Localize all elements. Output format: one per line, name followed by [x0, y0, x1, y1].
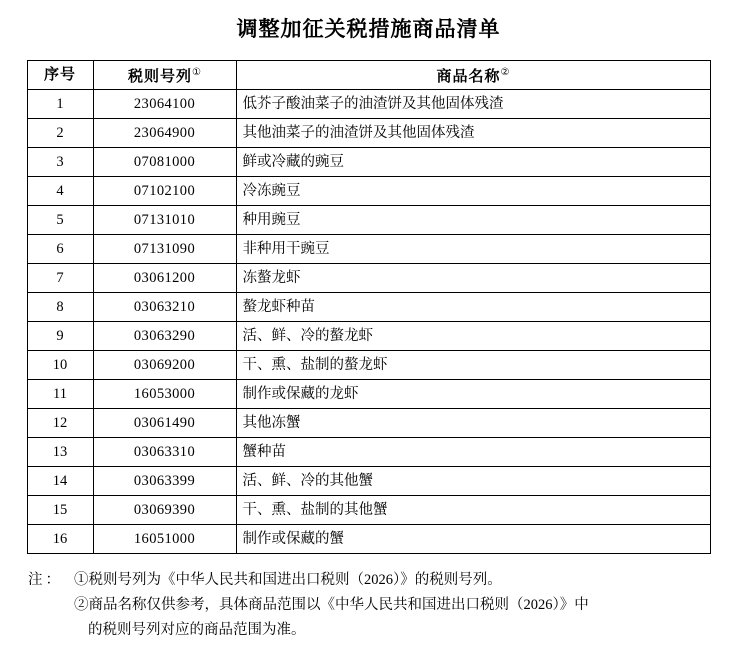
cell-seq: 8 — [27, 293, 93, 322]
document-page — [0, 14, 737, 671]
cell-name: 活、鲜、冷的螯龙虾 — [236, 322, 710, 351]
table-row — [27, 177, 710, 206]
table-row — [27, 525, 710, 554]
cell-code: 16051000 — [93, 525, 236, 554]
cell-seq: 6 — [27, 235, 93, 264]
table-row — [27, 235, 710, 264]
cell-code: 23064100 — [93, 90, 236, 119]
footnote-mark-code: ① — [192, 67, 201, 78]
cell-seq: 14 — [27, 467, 93, 496]
cell-code: 03061200 — [93, 264, 236, 293]
table-row — [27, 148, 710, 177]
cell-seq: 16 — [27, 525, 93, 554]
cell-seq: 15 — [27, 496, 93, 525]
table-header-row — [27, 61, 710, 90]
cell-seq: 10 — [27, 351, 93, 380]
footnotes — [0, 568, 737, 643]
cell-code: 03069200 — [93, 351, 236, 380]
cell-name: 活、鲜、冷的其他蟹 — [236, 467, 710, 496]
cell-seq: 3 — [27, 148, 93, 177]
table-row — [27, 322, 710, 351]
cell-name: 制作或保藏的龙虾 — [236, 380, 710, 409]
table-row — [27, 438, 710, 467]
cell-name: 非种用干豌豆 — [236, 235, 710, 264]
cell-name: 干、熏、盐制的其他蟹 — [236, 496, 710, 525]
table-row — [27, 496, 710, 525]
cell-name: 其他冻蟹 — [236, 409, 710, 438]
cell-seq: 4 — [27, 177, 93, 206]
cell-code: 03063210 — [93, 293, 236, 322]
column-header-seq-label: 序号 — [43, 67, 76, 83]
column-header-name-label: 商品名称 — [436, 69, 501, 85]
cell-name: 蟹种苗 — [236, 438, 710, 467]
footnote-item-2-cont: 的税则号列对应的商品范围为准。 — [88, 622, 306, 638]
footnote-mark-name: ② — [500, 67, 510, 78]
column-header-name — [236, 61, 710, 90]
table-row — [27, 467, 710, 496]
column-header-code-label: 税则号列 — [128, 69, 193, 85]
cell-name: 低芥子酸油菜子的油渣饼及其他固体残渣 — [236, 90, 710, 119]
footnote-item-2: ②商品名称仅供参考，具体商品范围以《中华人民共和国进出口税则（2026）》中 — [74, 597, 589, 613]
cell-seq: 1 — [27, 90, 93, 119]
cell-name: 制作或保藏的蟹 — [236, 525, 710, 554]
cell-code: 16053000 — [93, 380, 236, 409]
table-row — [27, 409, 710, 438]
cell-seq: 7 — [27, 264, 93, 293]
table-row — [27, 293, 710, 322]
cell-code: 03063310 — [93, 438, 236, 467]
cell-seq: 13 — [27, 438, 93, 467]
table-row — [27, 206, 710, 235]
cell-name: 其他油菜子的油渣饼及其他固体残渣 — [236, 119, 710, 148]
table-row — [27, 351, 710, 380]
cell-seq: 2 — [27, 119, 93, 148]
cell-code: 07131010 — [93, 206, 236, 235]
cell-code: 07081000 — [93, 148, 236, 177]
table-row — [27, 264, 710, 293]
cell-seq: 9 — [27, 322, 93, 351]
cell-seq: 11 — [27, 380, 93, 409]
column-header-code — [93, 61, 236, 90]
cell-name: 种用豌豆 — [236, 206, 710, 235]
cell-code: 03063399 — [93, 467, 236, 496]
cell-code: 23064900 — [93, 119, 236, 148]
cell-name: 干、熏、盐制的螯龙虾 — [236, 351, 710, 380]
tariff-table — [27, 60, 711, 554]
cell-code: 03063290 — [93, 322, 236, 351]
cell-code: 07131090 — [93, 235, 236, 264]
cell-name: 鲜或冷藏的豌豆 — [236, 148, 710, 177]
table-row — [27, 380, 710, 409]
cell-code: 07102100 — [93, 177, 236, 206]
cell-code: 03061490 — [93, 409, 236, 438]
footnote-item-1: ①税则号列为《中华人民共和国进出口税则（2026）》的税则号列。 — [74, 572, 502, 588]
cell-code: 03069390 — [93, 496, 236, 525]
table-row — [27, 90, 710, 119]
cell-name: 螯龙虾种苗 — [236, 293, 710, 322]
cell-name: 冷冻豌豆 — [236, 177, 710, 206]
cell-seq: 12 — [27, 409, 93, 438]
cell-seq: 5 — [27, 206, 93, 235]
cell-name: 冻螯龙虾 — [236, 264, 710, 293]
column-header-seq — [27, 61, 93, 90]
footnotes-label: 注： — [28, 572, 63, 588]
page-title: 调整加征关税措施商品清单 — [236, 17, 501, 41]
table-row — [27, 119, 710, 148]
